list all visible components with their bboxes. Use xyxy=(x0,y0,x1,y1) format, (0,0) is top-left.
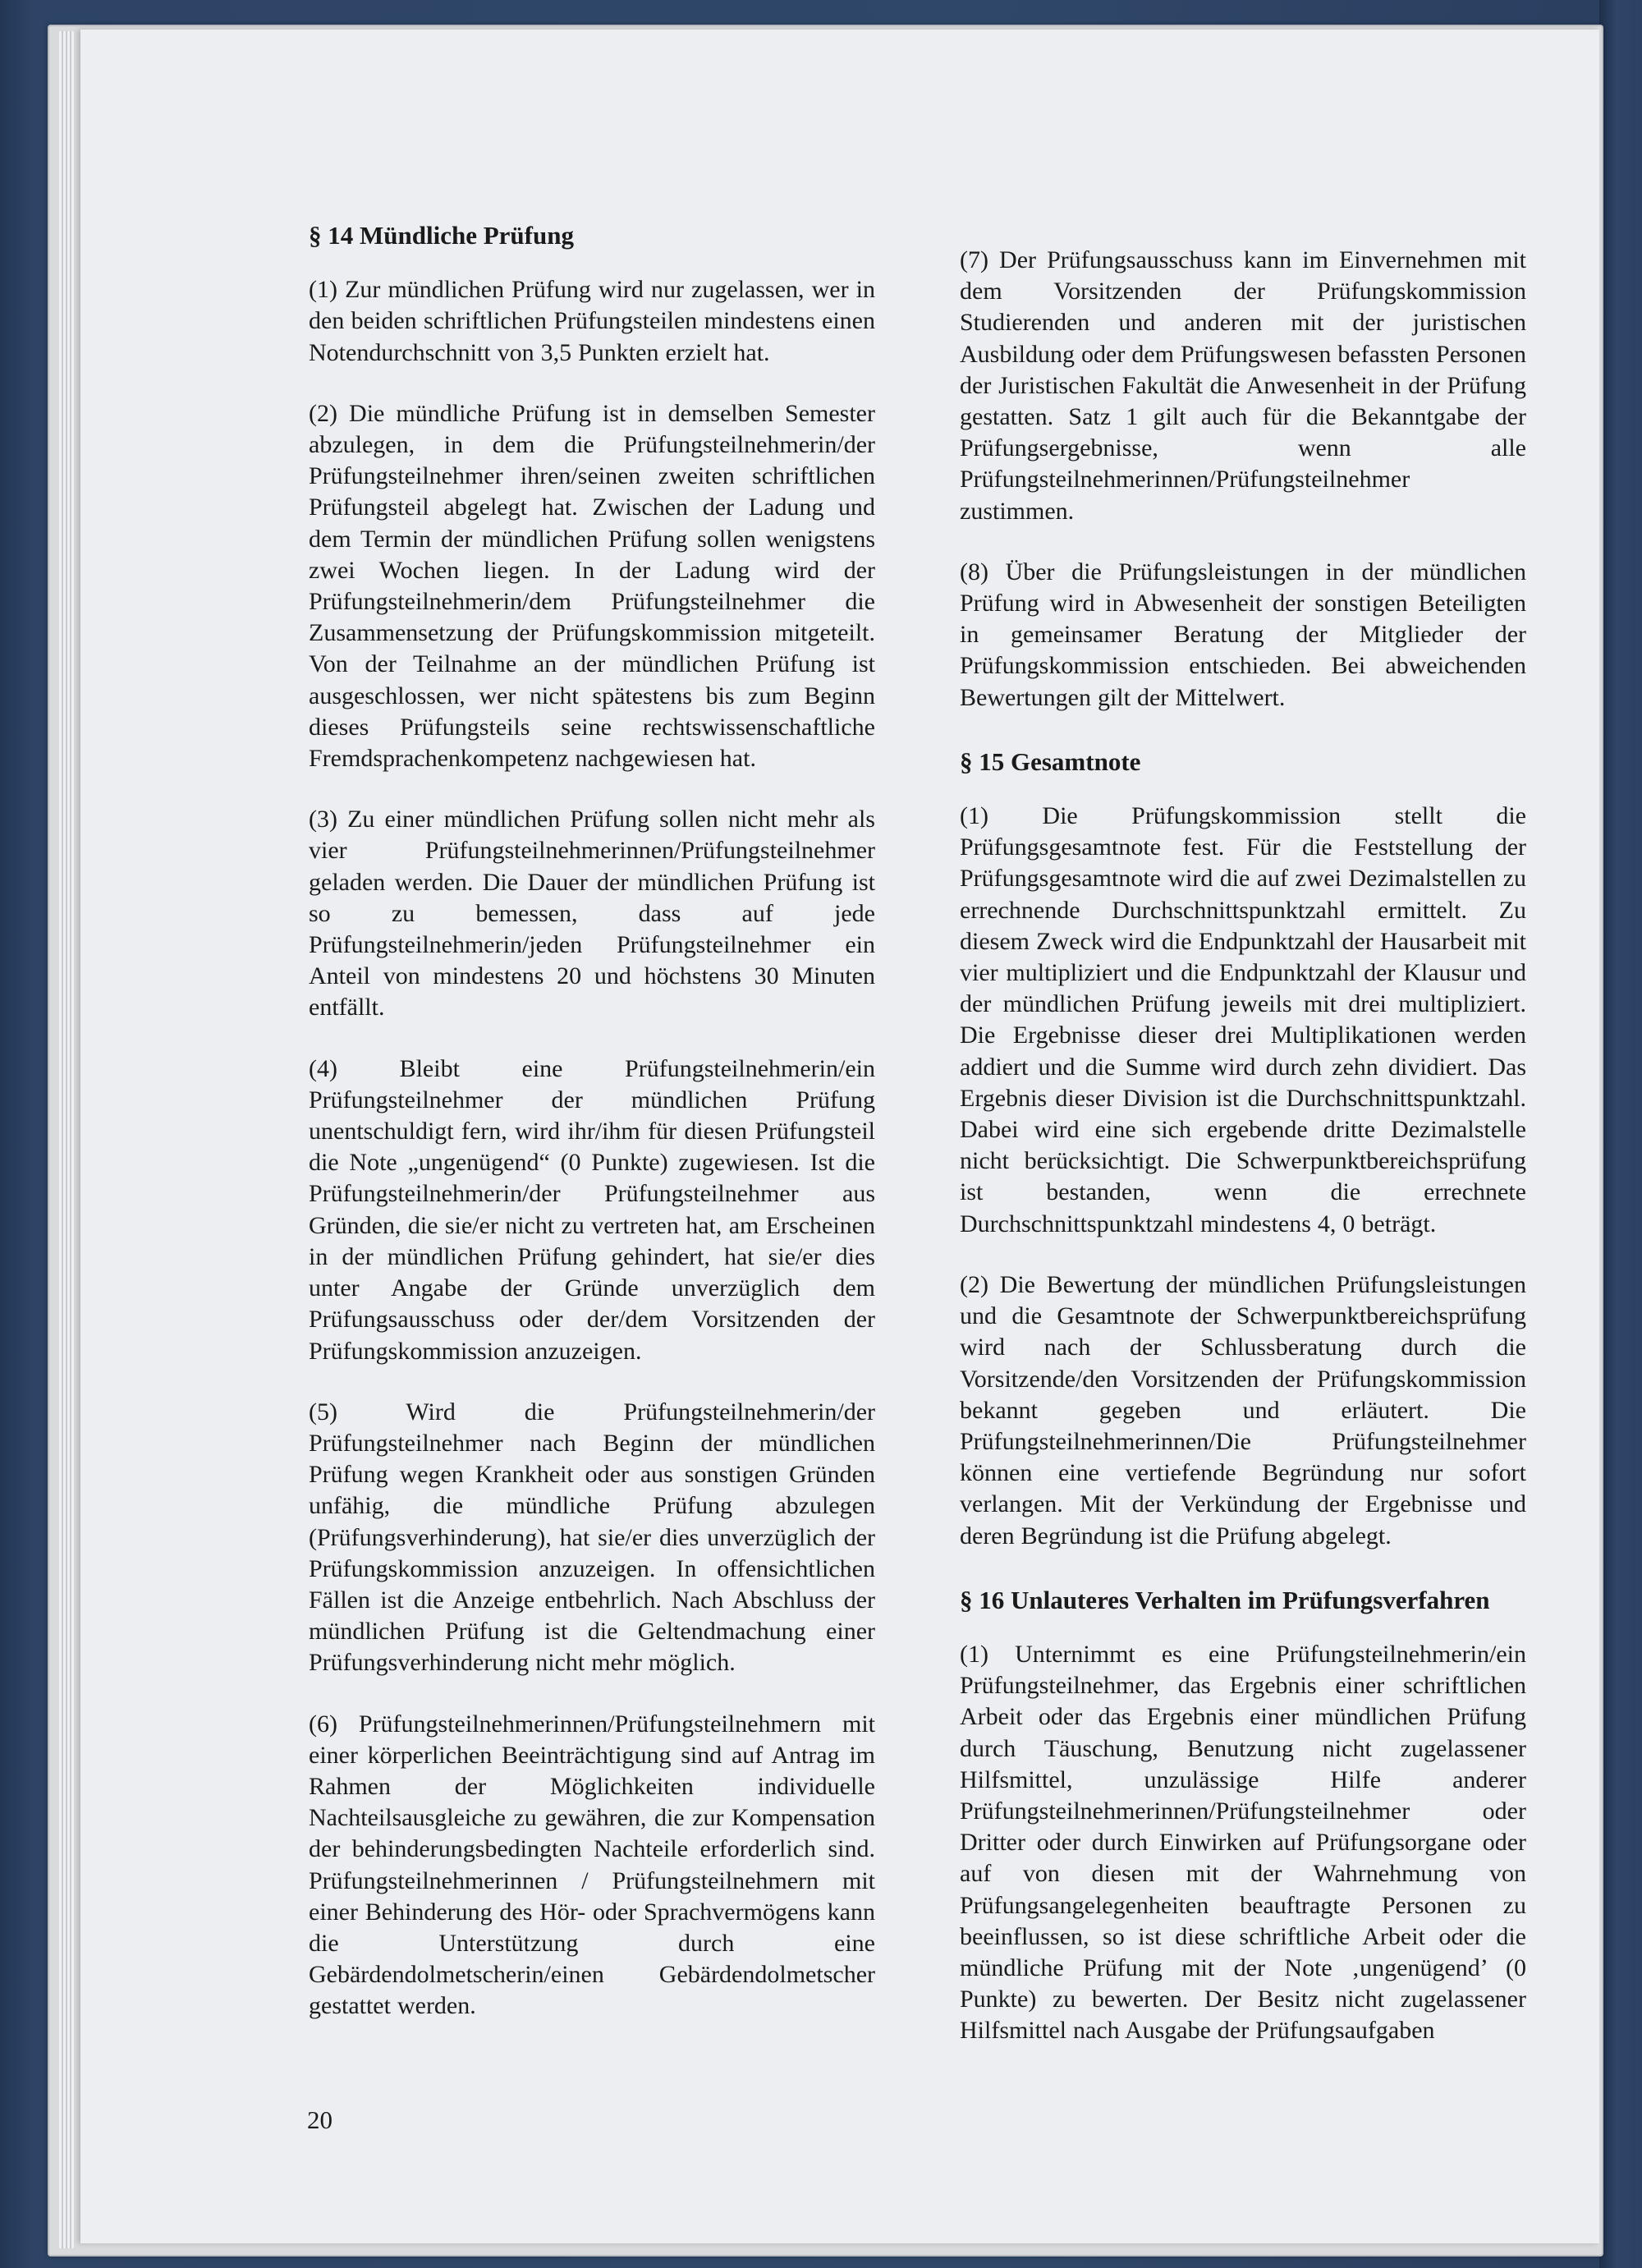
paragraph: (7) Der Prüfungsausschuss kann im Einvernehmen mit dem Vorsitzenden der Prüfungskommission Studierenden und anderen mit der juristischen Ausbildung oder dem Prüfungswesen befassten Personen der Juristischen Fakultät die Anwesenheit in der Prüfung gestatten. Satz 1 gilt auch für die Bekanntgabe der Prüfungsergebnisse, wenn alle Prüfungsteilnehmerinnen/Prüfungsteilnehmer zustimmen. xyxy=(960,246,1526,525)
left-column xyxy=(309,220,875,2052)
paragraph: (5) Wird die Prüfungsteilnehmerin/der Prüfungsteilnehmer nach Beginn der mündlichen Prüfung wegen Krankheit oder aus sonstigen Gründen unfähig, die mündliche Prüfung abzulegen (Prüfungsverhinderung), hat sie/er dies unverzüglich der Prüfungskommission anzuzeigen. In offensichtlichen Fällen ist die Anzeige entbehrlich. Nach Abschluss der mündlichen Prüfung ist die Geltendmachung einer Prüfungsverhinderung nicht mehr möglich. xyxy=(309,1398,875,1677)
page-number: 20 xyxy=(307,2105,333,2134)
paragraph: (8) Über die Prüfungsleistungen in der mündlichen Prüfung wird in Abwesenheit der sonstigen Beteiligten in gemeinsamer Beratung der Mitglieder der Prüfungskommission entschieden. Bei abweichenden Bewertungen gilt der Mittelwert. xyxy=(960,558,1526,711)
book-cover-edge xyxy=(1599,0,1642,2268)
document-page xyxy=(80,30,1599,2243)
paragraph: (1) Zur mündlichen Prüfung wird nur zugelassen, wer in den beiden schriftlichen Prüfungsteilen mindestens einen Notendurchschnitt von 3,5 Punkten erzielt hat. xyxy=(309,276,875,366)
section-16-heading: § 16 Unlauteres Verhalten im Prüfungsverfahren xyxy=(960,1585,1490,1614)
paragraph: (4) Bleibt eine Prüfungsteilnehmerin/ein Prüfungsteilnehmer der mündlichen Prüfung unentschuldigt fern, wird ihr/ihm für diesen Prüfungsteil die Note „ungenügend“ (0 Punkte) zugewiesen. Ist die Prüfungsteilnehmerin/der Prüfungsteilnehmer aus Gründen, die sie/er nicht zu vertreten hat, am Erscheinen in der mündlichen Prüfung gehindert, hat sie/er dies unter Angabe der Gründe unverzüglich dem Prüfungsausschuss oder der/dem Vorsitzenden der Prüfungskommission anzuzeigen. xyxy=(309,1054,875,1365)
paragraph: (3) Zu einer mündlichen Prüfung sollen nicht mehr als vier Prüfungsteilnehmerinnen/Prüfungsteilnehmer geladen werden. Die Dauer der mündlichen Prüfung ist so zu bemessen, dass auf jede Prüfungsteilnehmerin/jeden Prüfungsteilnehmer ein Anteil von mindestens 20 und höchstens 30 Minuten entfällt. xyxy=(309,806,875,1022)
section-14-heading: § 14 Mündliche Prüfung xyxy=(309,221,574,250)
paragraph: (1) Unternimmt es eine Prüfungsteilnehmerin/ein Prüfungsteilnehmer, das Ergebnis einer schriftlichen Arbeit oder das Ergebnis einer mündlichen Prüfung durch Täuschung, Benutzung nicht zugelassener Hilfsmittel, unzulässige Hilfe anderer Prüfungsteilnehmerinnen/Prüfungsteilnehmer oder Dritter oder durch Einwirken auf Prüfungsorgane oder auf von diesen mit der Wahrnehmung von Prüfungsangelegenheiten beauftragte Personen zu beeinflussen, so ist diese schriftliche Arbeit oder die mündliche Prüfung mit der Note ‚ungenügend’ (0 Punkte) zu bewerten. Der Besitz nicht zugelassener Hilfsmittel nach Ausgabe der Prüfungsaufgaben xyxy=(960,1640,1526,2045)
paragraph: (2) Die mündliche Prüfung ist in demselben Semester abzulegen, in dem die Prüfungsteilnehmerin/der Prüfungsteilnehmer ihren/seinen zweiten schriftlichen Prüfungsteil abgelegt hat. Zwischen der Ladung und dem Termin der mündlichen Prüfung sollen wenigstens zwei Wochen liegen. In der Ladung wird der Prüfungsteilnehmerin/dem Prüfungsteilnehmer die Zusammensetzung der Prüfungskommission mitgeteilt. Von der Teilnahme an der mündlichen Prüfung ist ausgeschlossen, wer nicht spätestens bis zum Beginn dieses Prüfungsteils seine rechtswissenschaftliche Fremdsprachenkompetenz nachgewiesen hat. xyxy=(309,399,875,773)
paragraph: (2) Die Bewertung der mündlichen Prüfungsleistungen und die Gesamtnote der Schwerpunktbereichsprüfung wird nach der Schlussberatung durch die Vorsitzende/den Vorsitzenden der Prüfungskommission bekannt gegeben und erläutert. Die Prüfungsteilnehmerinnen/Die Prüfungsteilnehmer können eine vertiefende Begründung nur sofort verlangen. Mit der Verkündung der Ergebnisse und deren Begründung ist die Prüfung abgelegt. xyxy=(960,1270,1526,1549)
section-15-heading: § 15 Gesamtnote xyxy=(960,746,1141,776)
right-column xyxy=(960,245,1526,2077)
paragraph: (1) Die Prüfungskommission stellt die Prüfungsgesamtnote fest. Für die Feststellung der Prüfungsgesamtnote wird die auf zwei Dezimalstellen zu errechnende Durchschnittspunktzahl ermittelt. Zu diesem Zweck wird die Endpunktzahl der Hausarbeit mit vier multipliziert und die Endpunktzahl der Klausur und der mündlichen Prüfung jeweils mit drei multipliziert. Die Ergebnisse dieser drei Multiplikationen werden addiert und die Summe wird durch zehn dividiert. Das Ergebnis dieser Division ist die Durchschnittspunktzahl. Dabei wird eine sich ergebende dritte Dezimalstelle nicht berücksichtigt. Die Schwerpunktbereichsprüfung ist bestanden, wenn die errechnete Durchschnittspunktzahl mindestens 4, 0 beträgt. xyxy=(960,802,1526,1237)
paragraph: (6) Prüfungsteilnehmerinnen/Prüfungsteilnehmern mit einer körperlichen Beeinträchtigung sind auf Antrag im Rahmen der Möglichkeiten individuelle Nachteilsausgleiche zu gewähren, die zur Kompensation der behinderungsbedingten Nachteile erforderlich sind. Prüfungsteilnehmerinnen / Prüfungsteilnehmern mit einer Behinderung des Hör- oder Sprachvermögens kann die Unterstützung durch eine Gebärdendolmetscherin/einen Gebärdendolmetscher gestattet werden. xyxy=(309,1710,875,2020)
